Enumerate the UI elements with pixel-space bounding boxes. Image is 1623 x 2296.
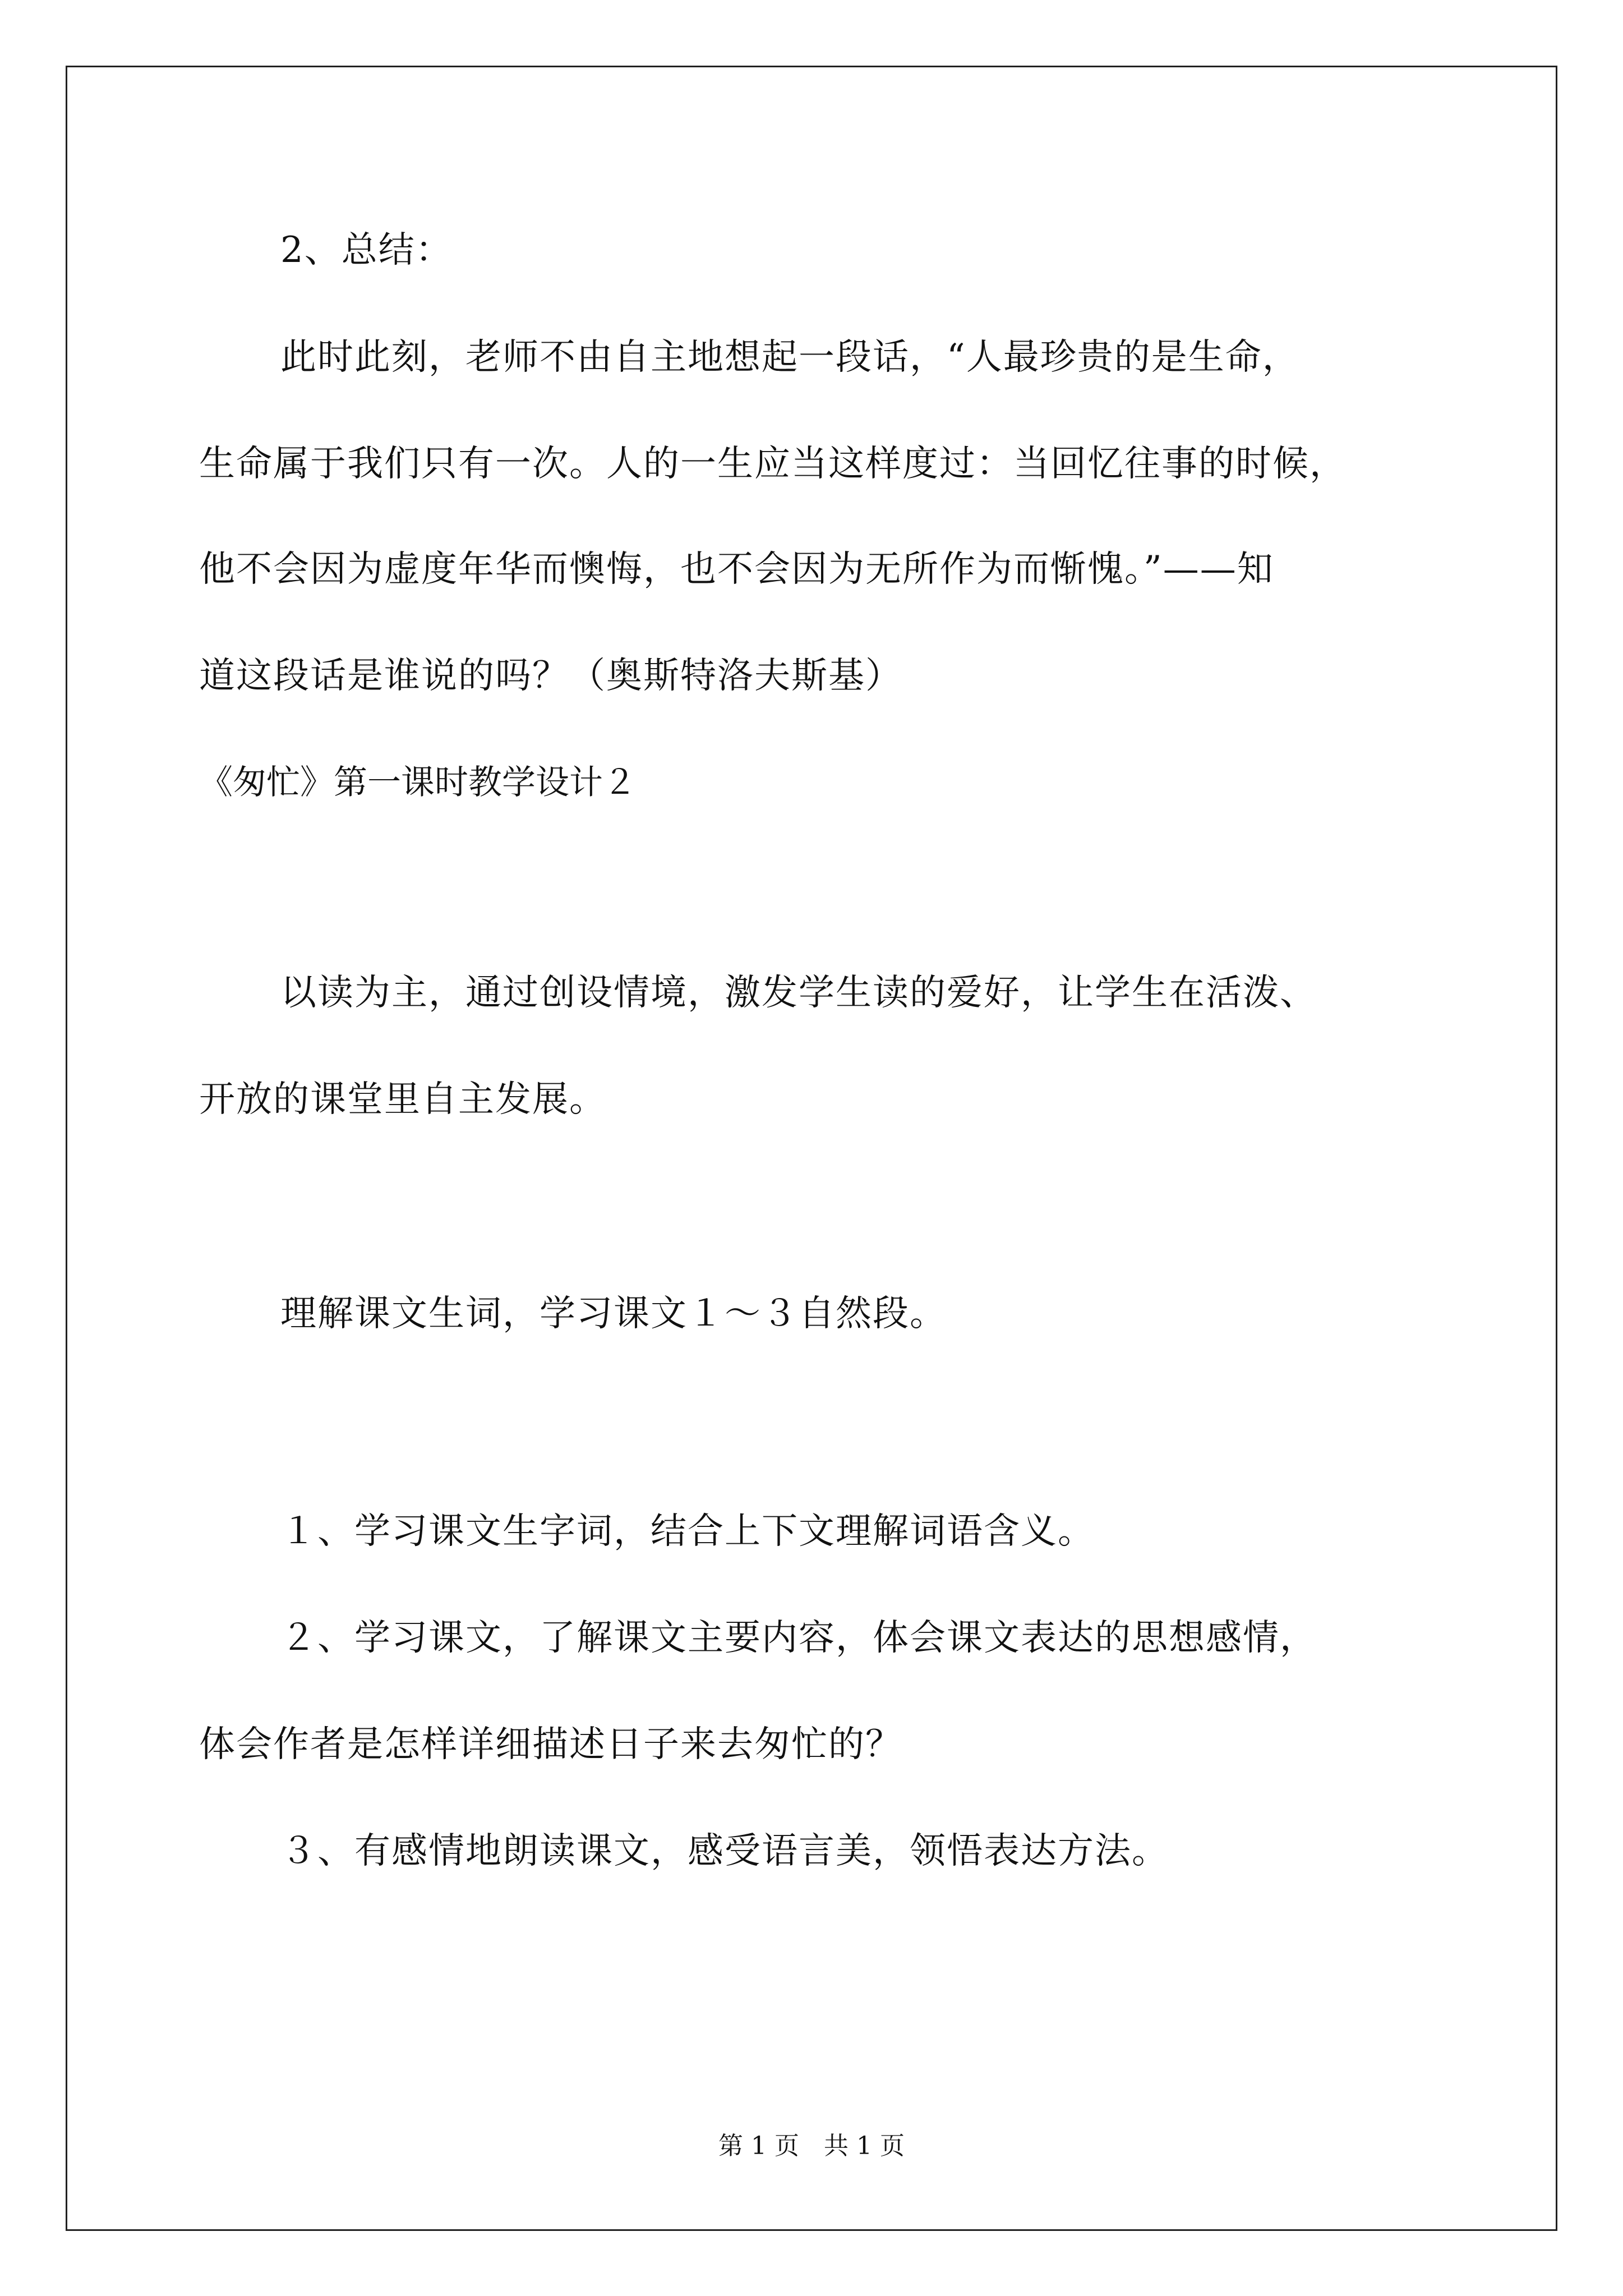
paragraph-line-3: 他不会因为虚度年华而懊悔，也不会因为无所作为而惭愧。”——知 [199, 549, 1274, 590]
objective-2: ２、学习课文，了解课文主要内容，体会课文表达的思想感情， [280, 1617, 1317, 1659]
objective-2-continued: 体会作者是怎样详细描述日子来去匆忙的？ [199, 1724, 902, 1765]
document-title: 《匆忙》第一课时教学设计２ [199, 763, 637, 802]
teaching-goal: 理解课文生词，学习课文１～３自然段。 [280, 1293, 947, 1335]
intro-line-2: 开放的课堂里自主发展。 [199, 1079, 606, 1120]
objective-1: １、学习课文生字词，结合上下文理解词语含义。 [280, 1511, 1095, 1552]
objective-3: ３、有感情地朗读课文，感受语言美，领悟表达方法。 [280, 1830, 1169, 1872]
page-footer: 第 1 页 共 1 页 [718, 2132, 905, 2160]
intro-line-1: 以读为主，通过创设情境，激发学生读的爱好，让学生在活泼、 [280, 972, 1317, 1014]
paragraph-line-2: 生命属于我们只有一次。人的一生应当这样度过：当回忆往事的时候， [199, 443, 1347, 485]
page-border [66, 66, 1557, 2231]
paragraph-line-1: 此时此刻，老师不由自主地想起一段话，“人最珍贵的是生命， [280, 337, 1299, 378]
section-heading: 2、总结： [280, 229, 453, 271]
paragraph-line-4: 道这段话是谁说的吗？（奥斯特洛夫斯基） [199, 655, 902, 697]
